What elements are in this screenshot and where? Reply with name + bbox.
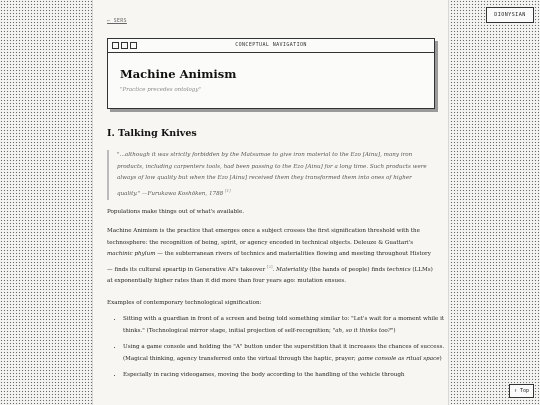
list-item-text: Sitting with a guardian in front of a screen and being told something similar to: "Let's wait for a moment while it thinks." (Technological mirror stage, initial projection of self-recognition;: [123, 316, 445, 334]
paragraph-text: (the hands of people) finds: [307, 266, 387, 273]
footnote-ref[interactable]: [1]: [224, 187, 231, 193]
paragraph-text: Machine Animism is the practice that emerges once a subject crosses the first signification threshold with the technosphere: the recognition of being, spirit, or agency encoded in technical objects. Deleuze & Guattari's: [107, 228, 420, 246]
epigraph-quote: [107, 150, 435, 200]
emphasis-technics: technics: [386, 266, 411, 273]
list-item: [123, 314, 449, 337]
page-title: Machine Animism: [120, 67, 237, 81]
title-window: [107, 38, 435, 109]
list-item-text: Especially in racing videogames, moving the body according to the handling of the vehicle through: [123, 372, 405, 379]
list-item-emphasis: game console as ritual space: [357, 355, 440, 362]
paragraph-3: Examples of contemporary technological signification:: [107, 300, 262, 306]
site-brand-button[interactable]: DIONYSIAN: [486, 7, 534, 23]
window-title: CONCEPTUAL NAVIGATION: [235, 42, 307, 48]
list-item-emphasis: "ah, so it thinks too?": [332, 327, 394, 334]
paragraph-text: (LLMs) at exponentially higher rates than it did more than four years ago: mutation ensues.: [107, 266, 433, 285]
window-titlebar: [108, 39, 434, 53]
examples-list: [107, 314, 449, 387]
emphasis-materiality: Materiality: [276, 266, 308, 273]
back-to-top-button[interactable]: ↑ Top: [509, 384, 534, 398]
list-item: [123, 370, 449, 382]
list-item-text: Using a game console and holding the "A" button under the superstition that it increases the chances of success. (Magical thinking, agency transferred onto the virtual through the haptic, prayer;: [123, 344, 445, 362]
back-link[interactable]: ← SERS: [107, 18, 127, 24]
list-item: [123, 342, 449, 365]
footnote-ref[interactable]: [2]: [266, 263, 273, 269]
paragraph-2: [107, 226, 433, 288]
content-column: [92, 0, 449, 405]
list-item-text: ): [393, 327, 396, 334]
quote-text: "...although it was strictly forbidden by the Matsumae to give iron material to the Ezo [Ainu], many iron products, including carpenters tools, had been passing to the Ezo [Ainu] for a long time. Such products were always of low quality but when the Ezo [Ainu] received them they transformed them into ones of higher quality." —Furukawa Koshōken, 1788: [117, 152, 427, 197]
emphasis-machinic-phylum: machinic phylum: [107, 251, 156, 258]
paragraph-1: Populations make things out of what's available.: [107, 209, 245, 215]
page-tagline: "Practice precedes ontology": [120, 87, 201, 93]
list-item-text: ): [439, 355, 442, 362]
paragraph-text: .: [272, 266, 277, 273]
paragraph-text: — the subterranean rivers of technics and materialities flowing and meeting throughout History — finds its cultural speartip in Generative AI's takeover: [107, 251, 431, 273]
section-heading: I. Talking Knives: [107, 128, 197, 139]
